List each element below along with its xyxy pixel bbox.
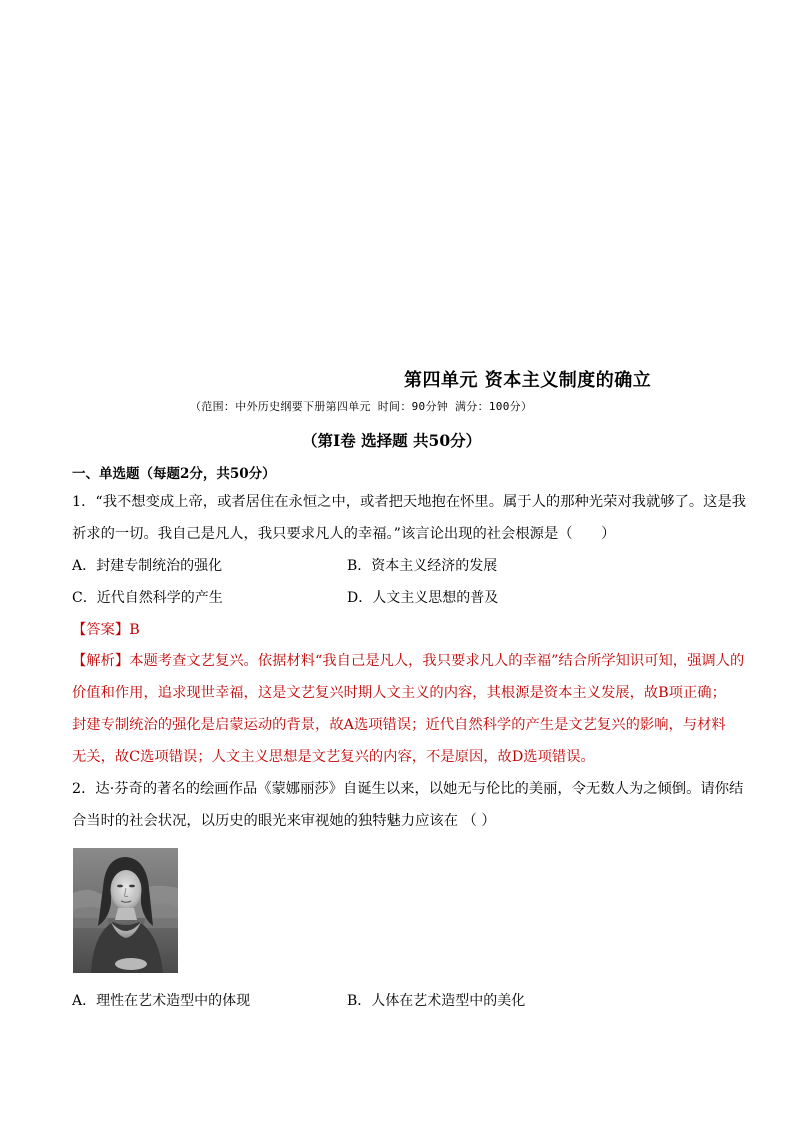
part-heading: 一、单选题（每题2分，共50分） bbox=[72, 466, 276, 482]
answer-tag: 【答案】 bbox=[72, 622, 130, 638]
analysis-text: 本题考查文艺复兴。依据材料“我自己是凡人，我只要求凡人的幸福”结合所学知识可知，强调人的 bbox=[129, 653, 745, 669]
question-2-option-a: A．理性在艺术造型中的体现 bbox=[72, 993, 251, 1009]
question-2-option-b: B．人体在艺术造型中的美化 bbox=[347, 993, 526, 1009]
question-1-analysis-line-2: 价值和作用，追求现世幸福，这是文艺复兴时期人文主义的内容，其根源是资本主义发展，故B项正确； bbox=[72, 685, 726, 701]
question-1-option-d: D．人文主义思想的普及 bbox=[347, 590, 499, 606]
question-1-line-1: 1．“我不想变成上帝，或者居住在永恒之中，或者把天地抱在怀里。属于人的那种光荣对我就够了。这是我 bbox=[72, 494, 747, 510]
analysis-tag: 【解析】 bbox=[72, 653, 130, 669]
section-heading: （第I卷 选择题 共50分） bbox=[302, 431, 482, 450]
question-1-analysis-line-4: 无关，故C选项错误；人文主义思想是文艺复兴的内容，不是原因，故D选项错误。 bbox=[72, 749, 595, 765]
question-1-option-c: C．近代自然科学的产生 bbox=[72, 590, 223, 606]
unit-title: 第四单元 资本主义制度的确立 bbox=[404, 370, 652, 391]
question-2-line-1: 2．达·芬奇的著名的绘画作品《蒙娜丽莎》自诞生以来，以她无与伦比的美丽，令无数人为之倾倒。请你结 bbox=[72, 781, 744, 797]
question-1-line-2: 祈求的一切。我自己是凡人，我只要求凡人的幸福。”该言论出现的社会根源是（ ） bbox=[72, 526, 616, 542]
question-1-answer bbox=[72, 620, 140, 640]
exam-scope-subtitle: （范围：中外历史纲要下册第四单元 时间：90分钟 满分：100分） bbox=[190, 400, 533, 413]
answer-value: B bbox=[129, 622, 140, 638]
mona-lisa-painting bbox=[73, 848, 178, 973]
question-1-option-a: A．封建专制统治的强化 bbox=[72, 558, 223, 574]
question-1-analysis-line-1 bbox=[72, 651, 744, 671]
question-2-line-2: 合当时的社会状况，以历史的眼光来审视她的独特魅力应该在 （ ） bbox=[72, 813, 496, 829]
question-1-analysis-line-3: 封建专制统治的强化是启蒙运动的背景，故A选项错误；近代自然科学的产生是文艺复兴的影响，与材料 bbox=[72, 717, 726, 733]
question-1-option-b: B．资本主义经济的发展 bbox=[347, 558, 498, 574]
